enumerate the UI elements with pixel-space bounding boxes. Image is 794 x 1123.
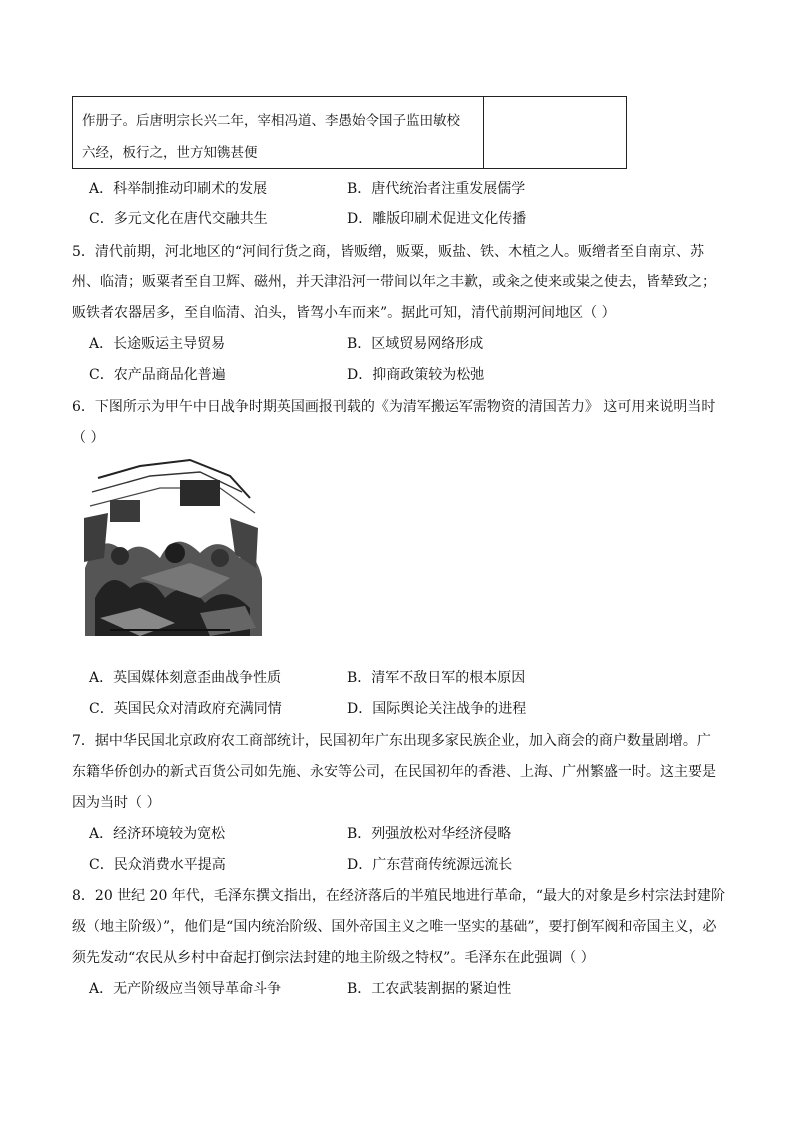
q4-option-a[interactable]: A．科举制推动印刷术的发展 [89, 181, 268, 197]
q6-stem-line1: 6．下图所示为甲午中日战争时期英国画报刊载的《为清军搬运军需物资的清国苦力》 这可用来说明当时 [72, 399, 716, 415]
q8-stem-line1: 8．20 世纪 20 年代，毛泽东撰文指出，在经济落后的半殖民地进行革命，“最大的对象是乡村宗法封建阶 [72, 888, 726, 904]
q4-option-c[interactable]: C．多元文化在唐代交融共生 [89, 211, 268, 227]
coolies-engraving-image [80, 458, 266, 648]
q5-option-a[interactable]: A．长途贩运主导贸易 [89, 336, 226, 352]
q7-option-a[interactable]: A．经济环境较为宽松 [89, 826, 226, 842]
q5-stem-line2: 州、临清；贩粟者至自卫辉、磁州，并天津沿河一带间以年之丰歉，或籴之使来或粜之使去，皆辇致之； [72, 274, 716, 290]
q7-option-c[interactable]: C．民众消费水平提高 [89, 857, 226, 873]
q4-option-b[interactable]: B．唐代统治者注重发展儒学 [347, 181, 526, 197]
q5-option-b[interactable]: B．区域贸易网络形成 [347, 336, 484, 352]
q7-option-b[interactable]: B．列强放松对华经济侵略 [347, 826, 512, 842]
q8-stem-line3: 须先发动“农民从乡村中奋起打倒宗法封建的地主阶级之特权”。毛泽东在此强调（ ） [72, 950, 595, 966]
table-divider [483, 97, 484, 168]
q8-stem-line2: 级（地主阶级）”，他们是“国内统治阶级、国外帝国主义之唯一坚实的基础”，要打倒军阀和帝国主义，必 [72, 919, 717, 935]
q7-option-d[interactable]: D．广东营商传统源远流长 [347, 857, 513, 873]
q8-option-a[interactable]: A．无产阶级应当领导革命斗争 [89, 981, 282, 997]
q8-option-b[interactable]: B．工农武装割据的紧迫性 [347, 981, 512, 997]
source-table [72, 96, 627, 169]
q4-option-d[interactable]: D．雕版印刷术促进文化传播 [347, 211, 527, 227]
q5-stem-line3: 贩铁者农器居多，至自临清、泊头，皆驾小车而来”。据此可知，清代前期河间地区（ ） [72, 305, 616, 321]
q5-option-c[interactable]: C．农产品商品化普遍 [89, 367, 226, 383]
table-text-line2: 六经，板行之，世方知镌甚便 [82, 145, 258, 161]
q6-stem-line2: （ ） [72, 430, 105, 446]
q5-option-d[interactable]: D．抑商政策较为松弛 [347, 367, 485, 383]
q6-option-a[interactable]: A．英国媒体刻意歪曲战争性质 [89, 670, 282, 686]
q6-option-d[interactable]: D．国际舆论关注战争的进程 [347, 701, 527, 717]
q6-option-c[interactable]: C．英国民众对清政府充满同情 [89, 701, 282, 717]
table-text-line1: 作册子。后唐明宗长兴二年，宰相冯道、李愚始令国子监田敏校 [82, 113, 460, 129]
q6-option-b[interactable]: B．清军不敌日军的根本原因 [347, 670, 526, 686]
q7-stem-line1: 7．据中华民国北京政府农工商部统计，民国初年广东出现多家民族企业，加入商会的商户数量剧增。广 [72, 733, 711, 749]
q7-stem-line3: 因为当时（ ） [72, 795, 161, 811]
q7-stem-line2: 东籍华侨创办的新式百货公司如先施、永安等公司，在民国初年的香港、上海、广州繁盛一时。这主要是 [72, 764, 716, 780]
q5-stem-line1: 5．清代前期，河北地区的“河间行货之商，皆贩缯，贩粟，贩盐、铁、木植之人。贩缯者至自南京、苏 [72, 244, 705, 260]
